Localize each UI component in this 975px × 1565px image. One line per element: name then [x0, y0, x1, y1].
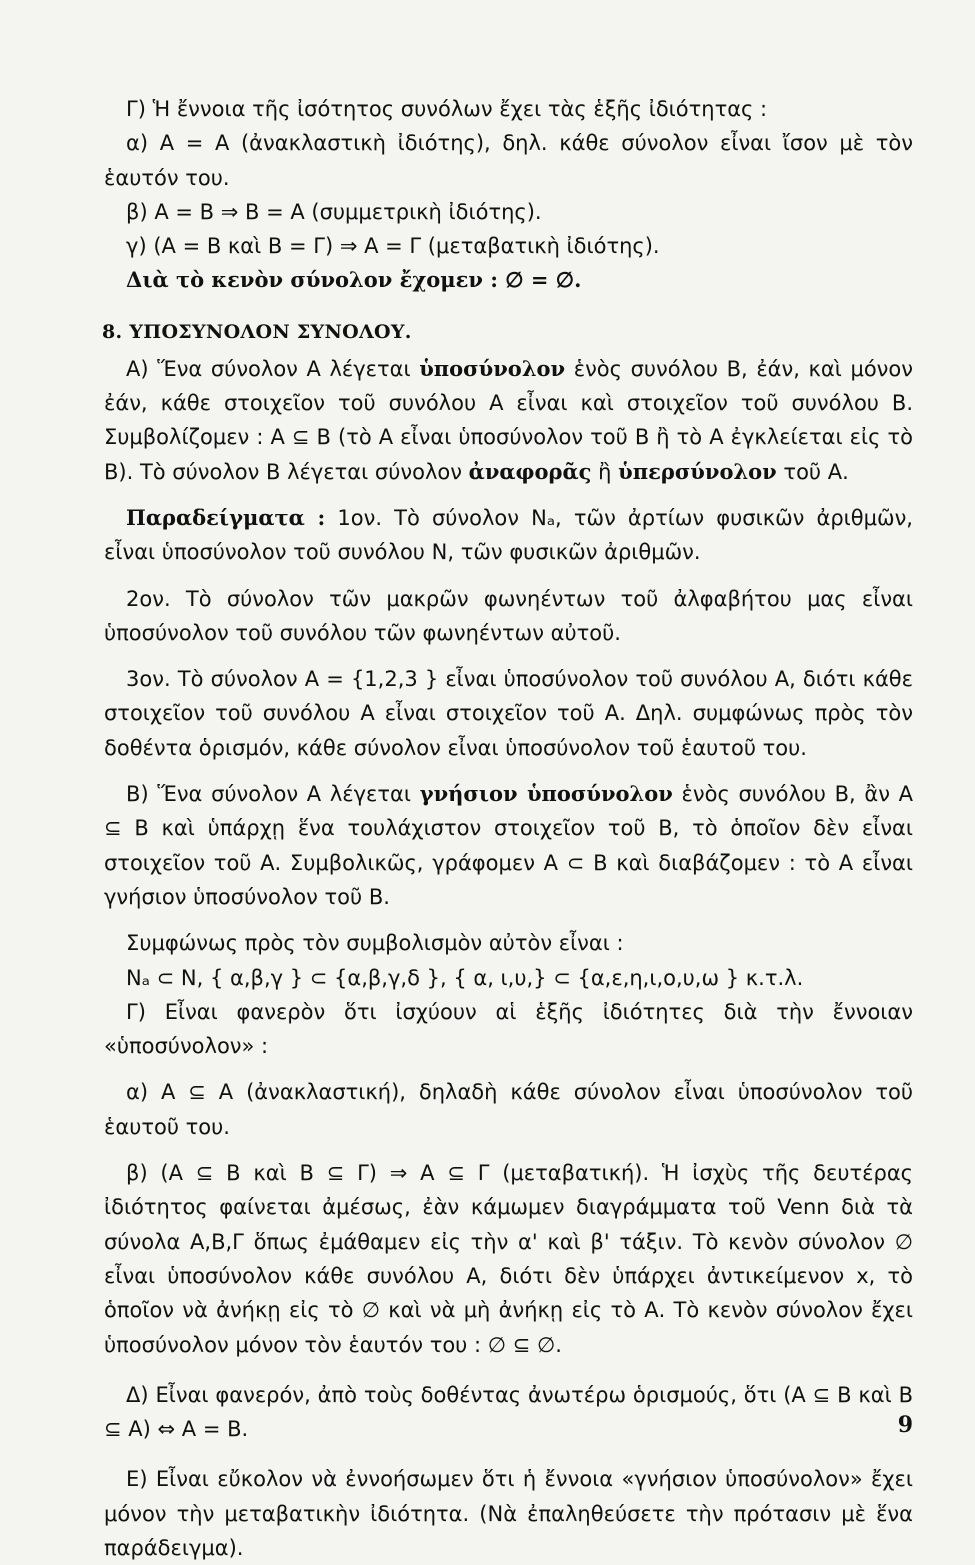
example-2: 2ον. Τὸ σύνολον τῶν μακρῶν φωνηέντων τοῦ ἀλφαβήτου μας εἶναι ὑποσύνολον τοῦ συνόλου τῶν φωνηέντων αὐτοῦ. — [104, 586, 913, 645]
section-heading-8: 8. ΥΠΟΣΥΝΟΛΟΝ ΣΥΝΟΛΟΥ. — [102, 320, 412, 343]
subset-reflexive: α) Α ⊆ Α (ἀνακλαστική), δηλαδὴ κάθε σύνολον εἶναι ὑποσύνολον τοῦ ἑαυτοῦ του. — [104, 1080, 913, 1139]
term-reference: ἀναφορᾶς — [468, 458, 592, 484]
term-superset: ὑπερσύνολον — [618, 458, 777, 484]
empty-set-note: Διὰ τὸ κενὸν σύνολον ἔχομεν : ∅ = ∅. — [126, 267, 582, 293]
text: Β) Ἕνα σύνολον Α λέγεται — [126, 782, 420, 807]
term-subset: ὑποσύνολον — [419, 355, 566, 381]
text: ἢ — [591, 459, 619, 484]
paragraph-equality-properties: Γ) Ἡ ἔννοια τῆς ἰσότητος συνόλων ἔχει τὰς ἑξῆς ἰδιότητας : — [126, 97, 768, 121]
example-1: 1ον. Τὸ σύνολον Νₐ, τῶν ἀρτίων φυσικῶν ἀριθμῶν, εἶναι ὑποσύνολον τοῦ συνόλου Ν, τῶν φυσικῶν ἀριθμῶν. — [104, 505, 913, 565]
paragraph-examples — [104, 501, 913, 570]
text: ἑνὸς συνόλου Β, ἐάν, καὶ μόνον ἐάν, κάθε στοιχεῖον τοῦ συνόλου Α εἶναι καὶ στοιχεῖον τοῦ συνόλου Β. Συμβολίζομεν : Α ⊆ Β (τὸ Α εἶναι ὑποσύνολον τοῦ Β ἢ τὸ Α ἐγκλείεται εἰς τὸ Β). Τὸ σύνολον Β λέγεται σύνολον — [104, 356, 913, 484]
paragraph-symbolism: Συμφώνως πρὸς τὸν συμβολισμὸν αὐτὸν εἶναι : — [126, 931, 624, 956]
property-symmetric: β) Α = Β ⇒ Β = Α (συμμετρικὴ ἰδιότης). — [126, 199, 542, 224]
subset-transitive: β) (Α ⊆ Β καὶ Β ⊆ Γ) ⇒ Α ⊆ Γ (μεταβατική). Ἡ ἰσχὺς τῆς δευτέρας ἰδιότητος φαίνεται ἀμέσως, ἐὰν κάμωμεν διαγράμματα τοῦ Venn διὰ τὰ σύνολα Α,Β,Γ ὅπως ἐμάθαμεν εἰς τὴν α' καὶ β' τάξιν. Τὸ κενὸν σύνολον ∅ εἶναι ὑποσύνολον κάθε συνόλου Α, διότι δὲν ὑπάρχει ἀντικείμενον x, τὸ ὁποῖον νὰ ἀνήκῃ εἰς τὸ ∅ καὶ νὰ μὴ ἀνήκῃ εἰς τὸ Α. Τὸ κενὸν σύνολον ἔχει ὑποσύνολον μόνον τὸν ἑαυτόν του : ∅ ⊆ ∅. — [104, 1161, 913, 1357]
page-number: 9 — [897, 1412, 913, 1438]
example-3: 3ον. Τὸ σύνολον Α = {1,2,3 } εἶναι ὑποσύνολον τοῦ συνόλου Α, διότι κάθε στοιχεῖον τοῦ συνόλου Α εἶναι στοιχεῖον τοῦ Α. Δηλ. συμφώνως πρὸς τὸν δοθέντα ὁρισμόν, κάθε σύνολον εἶναι ὑποσύνολον τοῦ ἑαυτοῦ του. — [104, 667, 913, 760]
examples-label: Παραδείγματα : — [126, 504, 326, 530]
text: Α) Ἕνα σύνολον Α λέγεται — [126, 356, 420, 381]
paragraph-subset-definition — [104, 352, 913, 489]
text: τοῦ Α. — [776, 459, 849, 484]
paragraph-proper-subset — [104, 777, 913, 914]
paragraph-equality-criterion: Δ) Εἶναι φανερόν, ἀπὸ τοὺς δοθέντας ἀνωτέρω ὁρισμούς, ὅτι (Α ⊆ Β καὶ Β ⊆ Α) ⇔ Α = Β. — [104, 1382, 913, 1442]
paragraph-subset-properties: Γ) Εἶναι φανερὸν ὅτι ἰσχύουν αἱ ἑξῆς ἰδιότητες διὰ τὴν ἔννοιαν «ὑποσύνολον» : — [104, 999, 913, 1059]
symbolism-examples: Νₐ ⊂ Ν, { α,β,γ } ⊂ {α,β,γ,δ }, { α, ι,υ,} ⊂ {α,ε,η,ι,ο,υ,ω } κ.τ.λ. — [126, 965, 804, 990]
term-proper-subset: γνήσιον ὑποσύνολον — [419, 781, 673, 807]
text: ἑνὸς συνόλου Β, ἂν Α ⊆ Β καὶ ὑπάρχῃ ἕνα τουλάχιστον στοιχεῖον τοῦ Β, τὸ ὁποῖον δὲν εἶναι στοιχεῖον τοῦ Α. Συμβολικῶς, γράφομεν Α ⊂ Β καὶ διαβάζομεν : τὸ Α εἶναι γνήσιον ὑποσύνολον τοῦ Β. — [104, 782, 914, 909]
property-transitive: γ) (Α = Β καὶ Β = Γ) ⇒ Α = Γ (μεταβατικὴ ἰδιότης). — [126, 234, 660, 259]
paragraph-proper-subset-note: Ε) Εἶναι εὔκολον νὰ ἐννοήσωμεν ὅτι ἡ ἔννοια «γνήσιον ὑποσύνολον» ἔχει μόνον τὴν μεταβατικὴν ἰδιότητα. (Νὰ ἐπαληθεύσετε τὴν πρότασιν μὲ ἕνα παράδειγμα). — [104, 1467, 913, 1560]
property-reflexive: α) Α = Α (ἀνακλαστικὴ ἰδιότης), δηλ. κάθε σύνολον εἶναι ἴσον μὲ τὸν ἑαυτόν του. — [104, 131, 913, 190]
